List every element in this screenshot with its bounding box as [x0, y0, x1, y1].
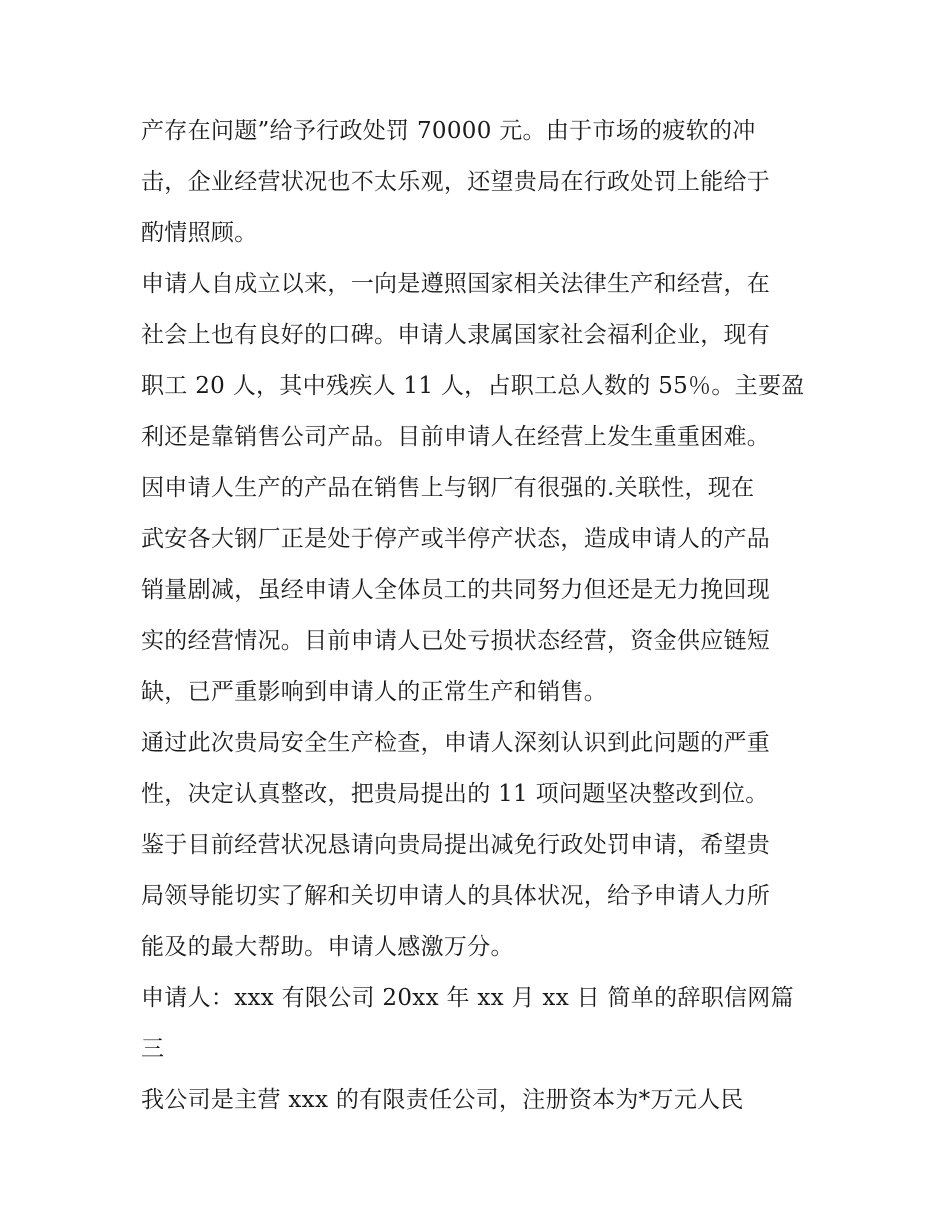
text-line: 性，决定认真整改，把贵局提出的 11 项问题坚决整改到位。 [141, 781, 769, 807]
text-line: 申请人自成立以来，一向是遵照国家相关法律生产和经营，在 [141, 271, 771, 297]
text-line: 通过此次贵局安全生产检查，申请人深刻认识到此问题的严重 [141, 730, 771, 756]
text-line: 职工 20 人，其中残疾人 11 人，占职工总人数的 55％。主要盈 [141, 373, 805, 399]
text-line: 鉴于目前经营状况恳请向贵局提出减免行政处罚申请，希望贵 [141, 832, 771, 858]
text-line: 缺，已严重影响到申请人的正常生产和销售。 [141, 679, 607, 705]
text-line: 销量剧减，虽经申请人全体员工的共同努力但还是无力挽回现 [141, 577, 771, 603]
text-line: 产存在问题”给予行政处罚 70000 元。由于市场的疲软的冲 [141, 118, 756, 144]
text-line: 社会上也有良好的口碑。申请人隶属国家社会福利企业，现有 [141, 322, 771, 348]
text-line: 武安各大钢厂正是处于停产或半停产状态，造成申请人的产品 [141, 526, 771, 552]
text-line: 利还是靠销售公司产品。目前申请人在经营上发生重重困难。 [141, 424, 771, 450]
document-body [141, 110, 821, 1130]
text-line: 能及的最大帮助。申请人感激万分。 [141, 934, 514, 960]
text-line: 三 [141, 1036, 165, 1062]
text-line: 实的经营情况。目前申请人已处亏损状态经营，资金供应链短 [141, 628, 771, 654]
text-line: 击，企业经营状况也不太乐观，还望贵局在行政处罚上能给于 [141, 169, 771, 195]
text-line: 申请人：xxx 有限公司 20xx 年 xx 月 xx 日 简单的辞职信网篇 [141, 985, 794, 1011]
text-line: 因申请人生产的产品在销售上与钢厂有很强的.关联性，现在 [141, 475, 755, 501]
text-line: 我公司是主营 xxx 的有限责任公司，注册资本为*万元人民 [141, 1087, 744, 1113]
text-line: 酌情照顾。 [141, 220, 258, 246]
text-line: 局领导能切实了解和关切申请人的具体状况，给予申请人力所 [141, 883, 771, 909]
